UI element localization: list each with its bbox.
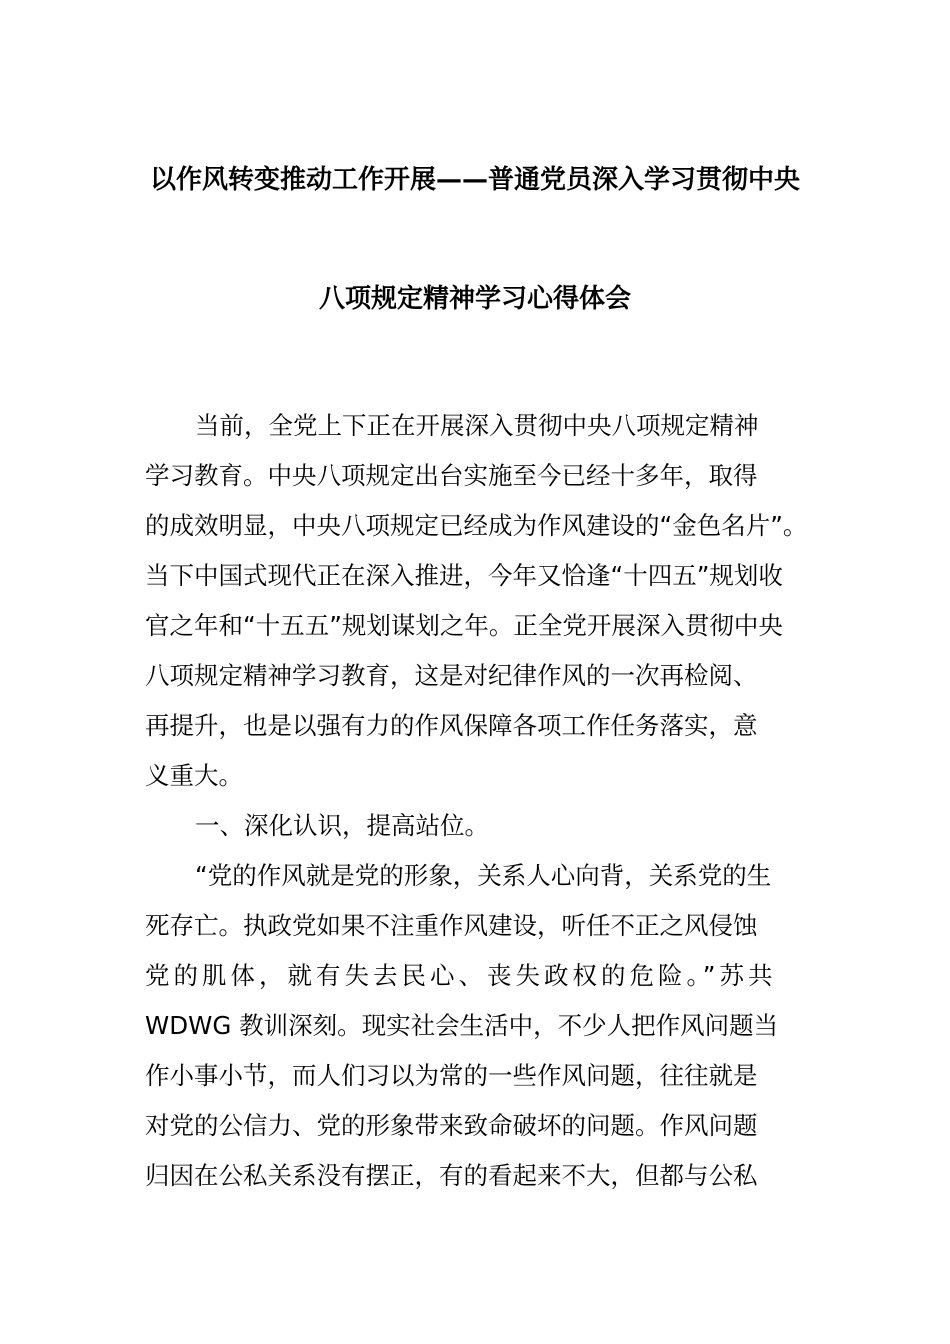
body-line: 八项规定精神学习教育，这是对纪律作风的一次再检阅、 xyxy=(145,661,758,690)
body-line: 当前，全党上下正在开展深入贯彻中央八项规定精神 xyxy=(195,411,759,440)
document-title-line-2: 八项规定精神学习心得体会 xyxy=(318,284,631,314)
body-line: 归因在公私关系没有摆正，有的看起来不大，但都与公私 xyxy=(145,1161,758,1190)
document-body xyxy=(145,401,815,1201)
body-line: “党的作风就是党的形象，关系人心向背，关系党的生 xyxy=(195,861,772,890)
body-line: 死存亡。执政党如果不注重作风建设，听任不正之风侵蚀 xyxy=(145,911,758,940)
body-line: 党的肌体，就有失去民心、丧失政权的危险。”苏共 xyxy=(145,961,777,990)
body-line: 对党的公信力、党的形象带来致命破坏的问题。作风问题 xyxy=(145,1111,758,1140)
section-heading: 一、深化认识，提高站位。 xyxy=(195,811,489,840)
body-line: 官之年和“十五五”规划谋划之年。正全党开展深入贯彻中央 xyxy=(145,611,783,640)
document-title-line-1: 以作风转变推动工作开展——普通党员深入学习贯彻中央 xyxy=(149,165,800,195)
body-line: 学习教育。中央八项规定出台实施至今已经十多年，取得 xyxy=(145,461,758,490)
body-line: 作小事小节，而人们习以为常的一些作风问题，往往就是 xyxy=(145,1061,758,1090)
body-line: 义重大。 xyxy=(145,761,243,790)
body-line: 再提升，也是以强有力的作风保障各项工作任务落实，意 xyxy=(145,711,758,740)
body-line: 的成效明显，中央八项规定已经成为作风建设的“金色名片”。 xyxy=(145,511,808,540)
body-line: 当下中国式现代正在深入推进，今年又恰逢“十四五”规划收 xyxy=(145,561,783,590)
body-line: WDWG 教训深刻。现实社会生活中，不少人把作风问题当 xyxy=(145,1011,779,1040)
